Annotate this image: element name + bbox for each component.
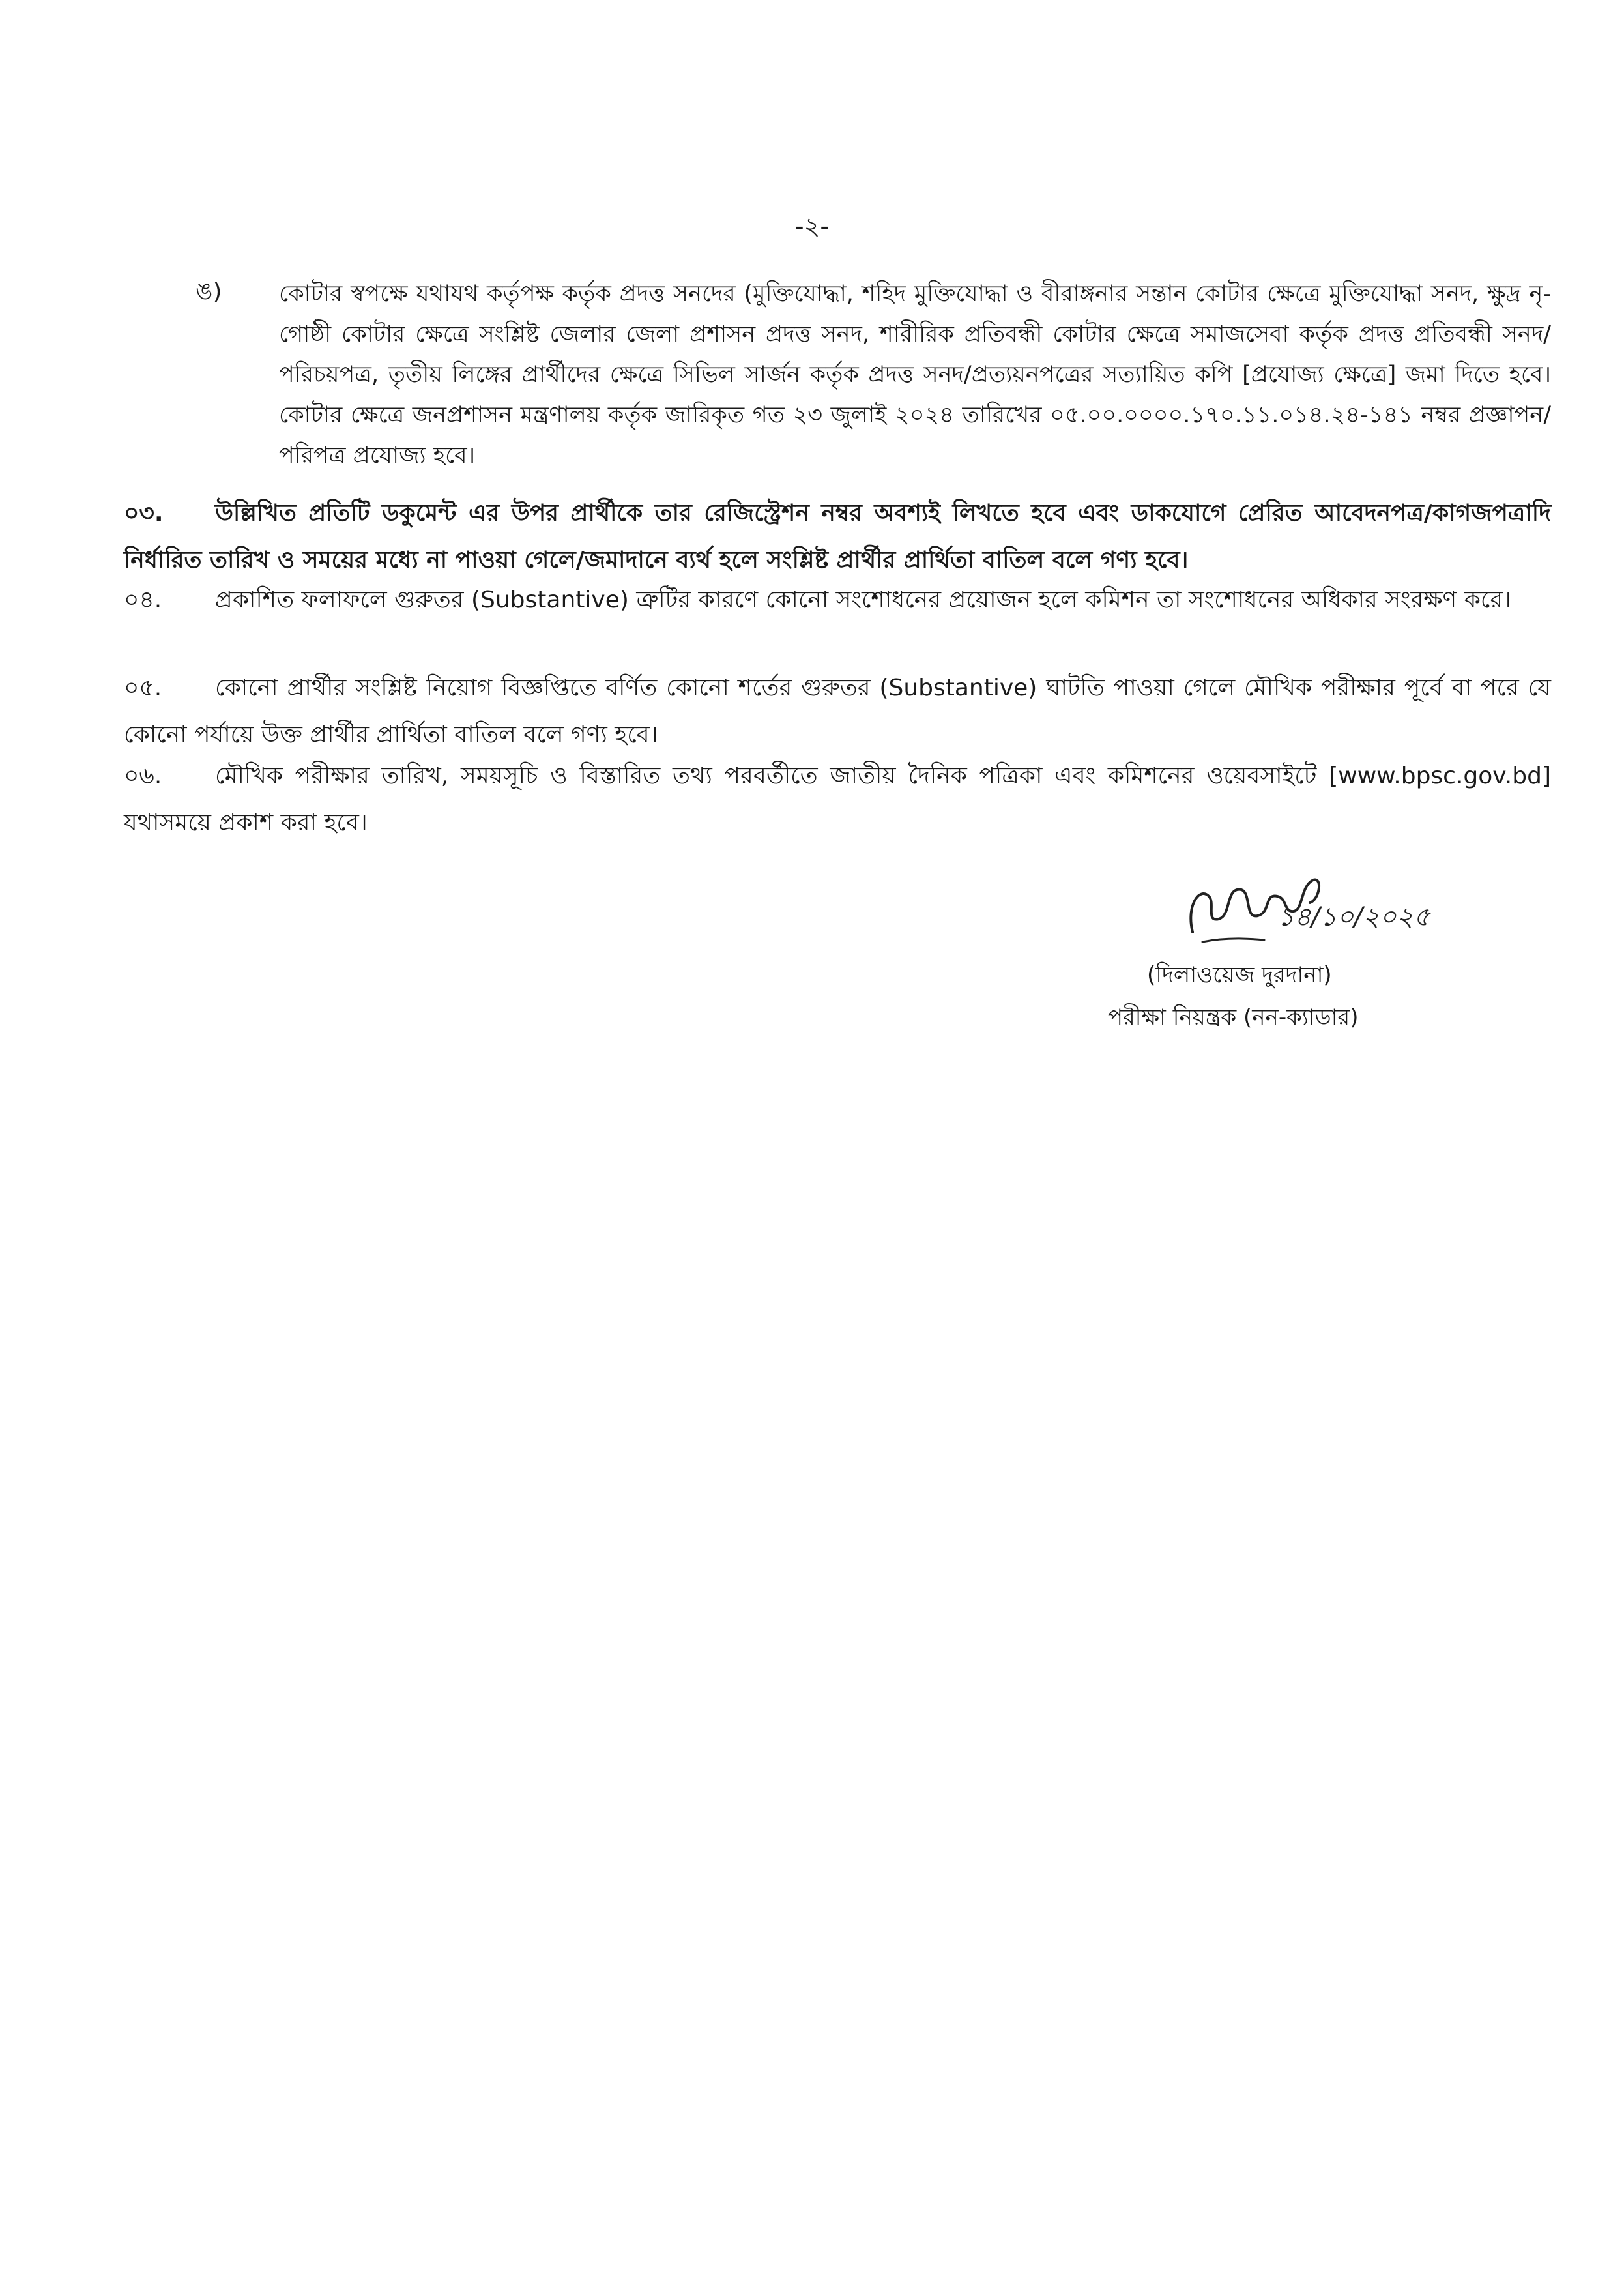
- paragraph-04: [124, 577, 1551, 624]
- paragraph-number: ০৩.: [124, 500, 164, 527]
- paragraph-text: প্রকাশিত ফলাফলে গুরুতর (Substantive) ত্রুটির কারণে কোনো সংশোধনের প্রয়োজন হলে কমিশন তা সংশোধনের অধিকার সংরক্ষণ করে।: [215, 587, 1512, 613]
- signature-block: [1108, 860, 1473, 1030]
- handwritten-signature: [1180, 860, 1430, 958]
- paragraph-number: ০৬.: [124, 763, 162, 789]
- signatory-name: (দিলাওয়েজ দুরদানা): [1147, 962, 1332, 988]
- paragraph-03: [124, 490, 1551, 584]
- signatory-title: পরীক্ষা নিয়ন্ত্রক (নন-ক্যাডার): [1108, 1004, 1359, 1031]
- paragraph-text: কোনো প্রার্থীর সংশ্লিষ্ট নিয়োগ বিজ্ঞপ্তিতে বর্ণিত কোনো শর্তের গুরুতর (Substantive) ঘাটতি পাওয়া গেলে মৌখিক পরীক্ষার পূর্বে বা পরে যে কোনো পর্যায়ে উক্ত প্রার্থীর প্রার্থিতা বাতিল বলে গণ্য হবে।: [124, 675, 1551, 748]
- list-item-text: কোটার স্বপক্ষে যথাযথ কর্তৃপক্ষ কর্তৃক প্রদত্ত সনদের (মুক্তিযোদ্ধা, শহিদ মুক্তিযোদ্ধা ও বীরাঙ্গনার সন্তান কোটার ক্ষেত্রে মুক্তিযোদ্ধা সনদ, ক্ষুদ্র নৃ-গোষ্ঠী কোটার ক্ষেত্রে সংশ্লিষ্ট জেলার জেলা প্রশাসন প্রদত্ত সনদ, শারীরিক প্রতিবন্ধী কোটার ক্ষেত্রে সমাজসেবা কর্তৃক প্রদত্ত প্রতিবন্ধী সনদ/পরিচয়পত্র, তৃতীয় লিঙ্গের প্রার্থীদের ক্ষেত্রে সিভিল সার্জন কর্তৃক প্রদত্ত সনদ/প্রত্যয়নপত্রের সত্যায়িত কপি [প্রযোজ্য ক্ষেত্রে] জমা দিতে হবে। কোটার ক্ষেত্রে জনপ্রশাসন মন্ত্রণালয় কর্তৃক জারিকৃত গত ২৩ জুলাই ২০২৪ তারিখের ০৫.০০.০০০০.১৭০.১১.০১৪.২৪-১৪১ নম্বর প্রজ্ঞাপন/পরিপত্র প্রযোজ্য হবে।: [279, 281, 1551, 469]
- paragraph-text: উল্লিখিত প্রতিটি ডকুমেন্ট এর উপর প্রার্থীকে তার রেজিস্ট্রেশন নম্বর অবশ্যই লিখতে হবে এবং ডাকযোগে প্রেরিত আবেদনপত্র/কাগজপত্রাদি নির্ধারিত তারিখ ও সময়ের মধ্যে না পাওয়া গেলে/জমাদানে ব্যর্থ হলে সংশ্লিষ্ট প্রার্থীর প্রার্থিতা বাতিল বলে গণ্য হবে।: [124, 500, 1551, 574]
- paragraph-number: ০৫.: [124, 675, 162, 701]
- list-item-gha: [196, 274, 1551, 476]
- page-number: -২-: [794, 212, 830, 241]
- paragraph-text: মৌখিক পরীক্ষার তারিখ, সময়সূচি ও বিস্তারিত তথ্য পরবর্তীতে জাতীয় দৈনিক পত্রিকা এবং কমিশনের ওয়েবসাইটে [www.bpsc.gov.bd] যথাসময়ে প্রকাশ করা হবে।: [124, 763, 1551, 836]
- paragraph-05: [124, 665, 1551, 759]
- paragraph-number: ০৪.: [124, 587, 162, 613]
- paragraph-06: [124, 753, 1551, 847]
- list-item-label: ঙ): [196, 278, 222, 305]
- signature-date: ১৪/১০/২০২৫: [1277, 902, 1430, 932]
